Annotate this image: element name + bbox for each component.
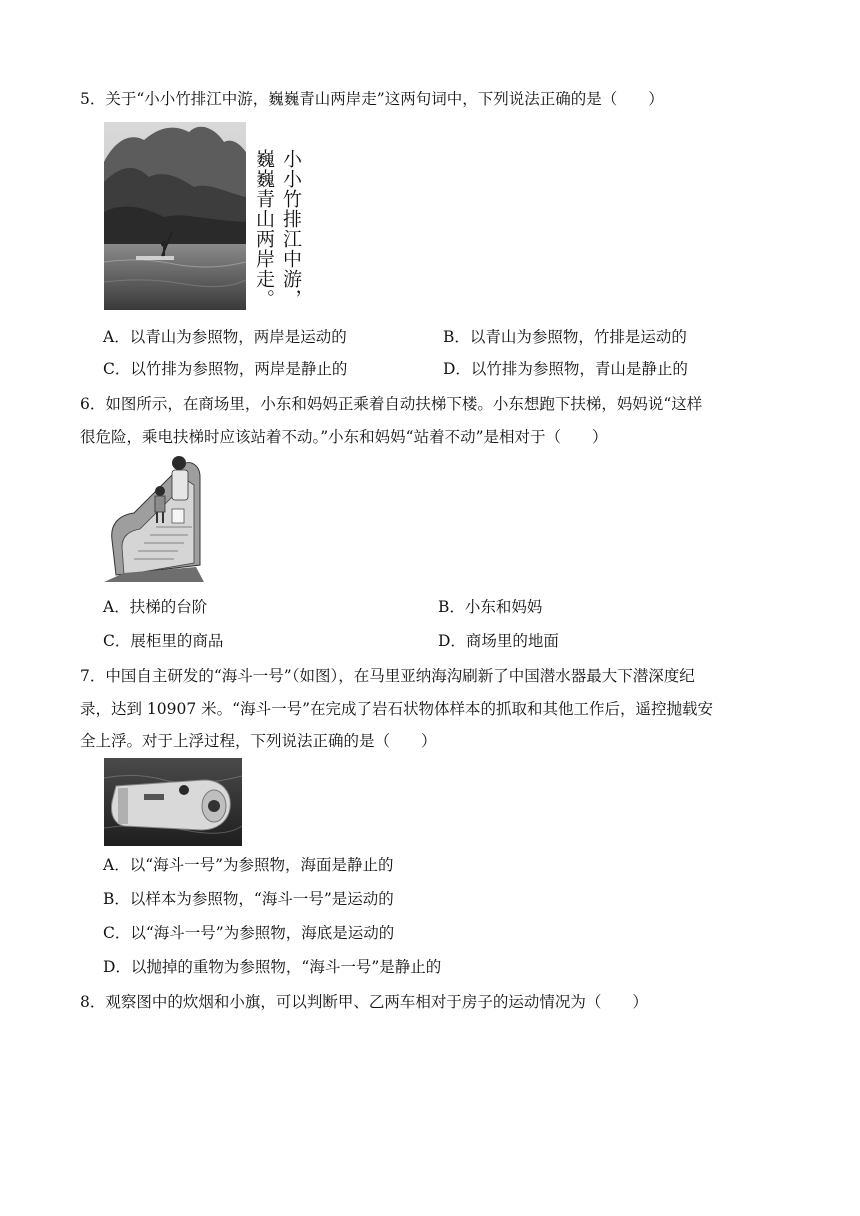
escalator-illustration xyxy=(104,455,204,582)
q5-option-a[interactable]: A．以青山为参照物，两岸是运动的 xyxy=(103,328,347,346)
q7-stem-line2: 录，达到 10907 米。“海斗一号”在完成了岩石状物体样本的抓取和其他工作后，遥控抛载安 xyxy=(80,700,714,718)
q6-option-a[interactable]: A．扶梯的台阶 xyxy=(103,598,208,616)
q7-option-a[interactable]: A．以“海斗一号”为参照物，海面是静止的 xyxy=(103,856,394,874)
q5-stem: 5．关于“小小竹排江中游，巍巍青山两岸走”这两句词中，下列说法正确的是（ ） xyxy=(80,90,664,108)
q5-option-c[interactable]: C．以竹排为参照物，两岸是静止的 xyxy=(103,360,348,378)
q6-option-d[interactable]: D．商场里的地面 xyxy=(438,632,559,650)
q6-option-c[interactable]: C．展柜里的商品 xyxy=(103,632,224,650)
q6-stem-line1: 6．如图所示，在商场里，小东和妈妈正乘着自动扶梯下楼。小东想跑下扶梯，妈妈说“这样 xyxy=(80,395,703,413)
q7-stem-line3: 全上浮。对于上浮过程，下列说法正确的是（ ） xyxy=(80,732,437,750)
q7-stem-line1: 7．中国自主研发的“海斗一号”（如图），在马里亚纳海沟刷新了中国潜水器最大下潜深度纪 xyxy=(80,667,695,685)
q5-option-b[interactable]: B．以青山为参照物，竹排是运动的 xyxy=(443,328,687,346)
q6-stem-line2: 很危险，乘电扶梯时应该站着不动。”小东和妈妈“站着不动”是相对于（ ） xyxy=(80,428,608,446)
river-bamboo-raft-photo xyxy=(104,122,246,310)
q7-option-c[interactable]: C．以“海斗一号”为参照物，海底是运动的 xyxy=(103,924,395,942)
poem-line-left: 巍巍青山两岸走。 xyxy=(253,149,275,309)
q7-option-b[interactable]: B．以样本为参照物，“海斗一号”是运动的 xyxy=(103,890,394,908)
submersible-photo xyxy=(104,758,242,846)
q7-option-d[interactable]: D．以抛掉的重物为参照物，“海斗一号”是静止的 xyxy=(103,958,442,976)
q8-stem: 8．观察图中的炊烟和小旗，可以判断甲、乙两车相对于房子的运动情况为（ ） xyxy=(80,993,648,1011)
q5-option-d[interactable]: D．以竹排为参照物，青山是静止的 xyxy=(443,360,688,378)
q6-option-b[interactable]: B．小东和妈妈 xyxy=(438,598,543,616)
poem-line-right: 小小竹排江中游， xyxy=(280,149,302,309)
